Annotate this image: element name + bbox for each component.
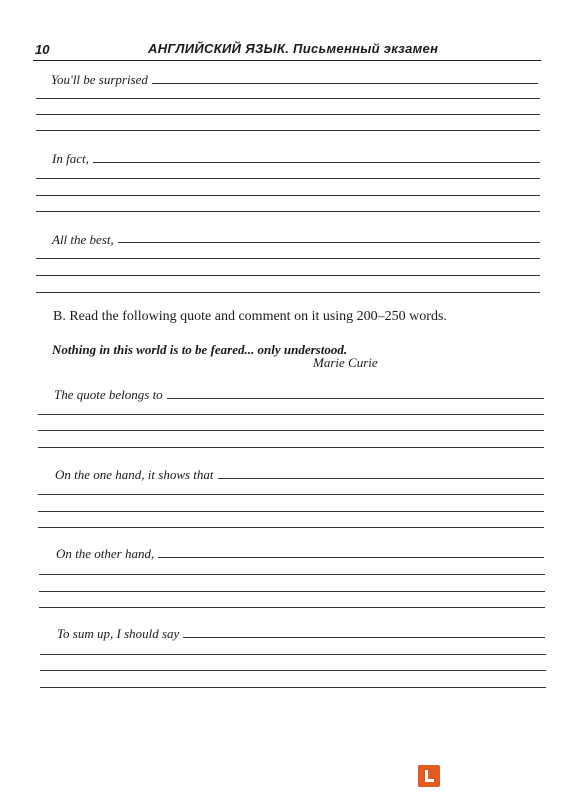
writing-line[interactable] bbox=[38, 447, 544, 448]
writing-line[interactable] bbox=[52, 162, 540, 163]
writing-line[interactable] bbox=[39, 591, 545, 592]
header-rule bbox=[33, 60, 541, 61]
labirint-logo-icon bbox=[418, 765, 440, 787]
writing-line[interactable] bbox=[39, 574, 545, 575]
writing-prompt: In fact, bbox=[52, 151, 93, 166]
writing-prompt: On the other hand, bbox=[56, 546, 158, 561]
writing-line[interactable] bbox=[36, 178, 540, 179]
writing-line[interactable] bbox=[38, 430, 544, 431]
writing-line[interactable] bbox=[52, 242, 540, 243]
quote-author: Marie Curie bbox=[313, 355, 378, 370]
writing-line[interactable] bbox=[40, 687, 546, 688]
writing-prompt: You'll be surprised bbox=[51, 72, 152, 87]
running-title: АНГЛИЙСКИЙ ЯЗЫК. Письменный экзамен bbox=[148, 41, 439, 56]
writing-line[interactable] bbox=[40, 654, 546, 655]
writing-line[interactable] bbox=[36, 211, 540, 212]
writing-prompt: The quote belongs to bbox=[54, 387, 167, 402]
writing-line[interactable] bbox=[38, 414, 544, 415]
writing-line[interactable] bbox=[36, 275, 540, 276]
writing-prompt: All the best, bbox=[52, 232, 118, 247]
writing-line[interactable] bbox=[39, 607, 545, 608]
writing-line[interactable] bbox=[36, 292, 540, 293]
writing-line[interactable] bbox=[36, 130, 540, 131]
writing-line[interactable] bbox=[38, 527, 544, 528]
quote-text: Nothing in this world is to be feared... only understood. bbox=[52, 342, 348, 357]
writing-line[interactable] bbox=[36, 98, 540, 99]
writing-prompt: To sum up, I should say bbox=[57, 626, 183, 641]
writing-line[interactable] bbox=[40, 670, 546, 671]
writing-prompt: On the one hand, it shows that bbox=[55, 467, 218, 482]
logo-mark bbox=[422, 769, 436, 783]
writing-line[interactable] bbox=[36, 114, 540, 115]
writing-line[interactable] bbox=[38, 494, 544, 495]
writing-line[interactable] bbox=[38, 511, 544, 512]
task-instruction: B. Read the following quote and comment on it using 200–250 words. bbox=[53, 309, 447, 324]
writing-line[interactable] bbox=[36, 195, 540, 196]
writing-line[interactable] bbox=[36, 258, 540, 259]
page-number: 10 bbox=[35, 42, 50, 57]
